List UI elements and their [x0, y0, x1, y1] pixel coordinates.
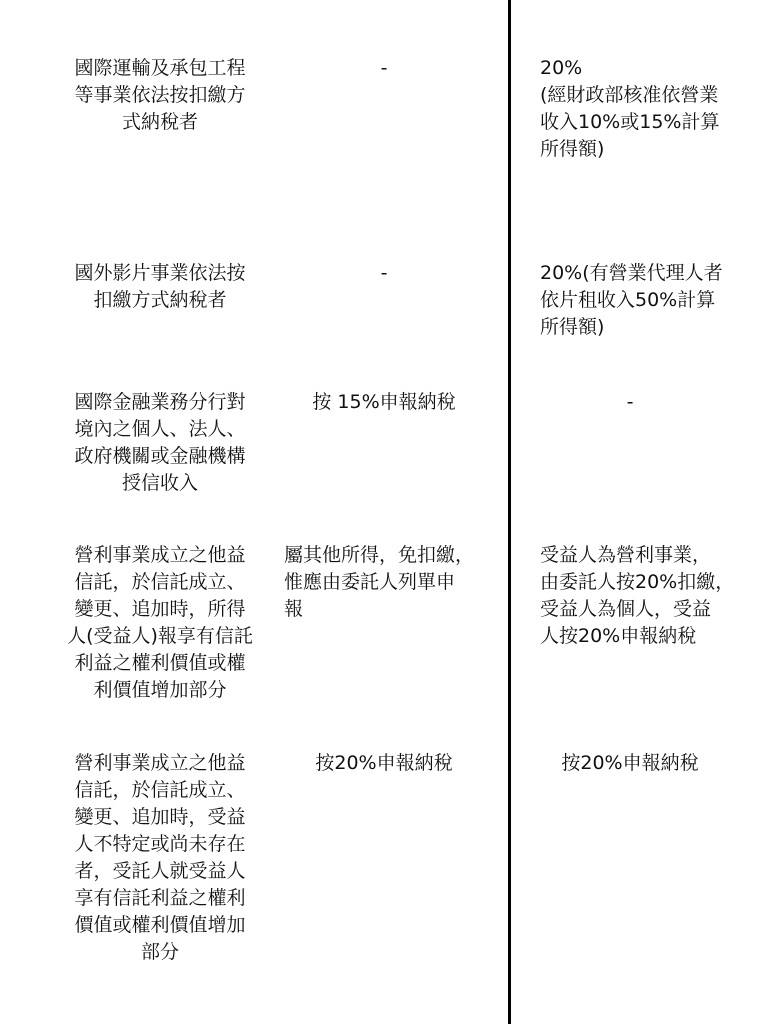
item-cell: 國際金融業務分行對 境內之個人、法人、 政府機關或金融機構 授信收入 [74, 391, 246, 494]
rate-cell: 按20%申報納稅 [561, 752, 699, 774]
item-cell: 國際運輸及承包工程 等事業依法按扣繳方 式納稅者 [74, 57, 246, 133]
rate-cell: 受益人為營利事業， 由委託人按20%扣繳， 受益人為個人，受益 人按20%申報納稅 [540, 544, 735, 647]
value-cell: 按20%申報納稅 [315, 752, 453, 774]
value-cell: - [380, 57, 388, 79]
value-cell: 按 15%申報納稅 [312, 391, 456, 413]
rate-cell: 20% (經財政部核准依營業 收入10%或15%計算 所得額) [540, 57, 720, 160]
value-cell: 屬其他所得，免扣繳， 惟應由委託人列單申 報 [284, 544, 475, 620]
item-cell: 國外影片事業依法按 扣繳方式納稅者 [74, 262, 246, 311]
item-cell: 營利事業成立之他益 信託，於信託成立、 變更、追加時，所得 人(受益人)報享有信託 利益之權利價值或權 利價值增加部分 [67, 544, 253, 701]
rate-cell: - [626, 391, 634, 413]
column-divider [508, 0, 511, 1024]
rate-cell: 20%(有營業代理人者 依片租收入50%計算 所得額) [540, 262, 723, 338]
item-cell: 營利事業成立之他益 信託，於信託成立、 變更、追加時，受益 人不特定或尚未存在 者，受託人就受益人 享有信託利益之權利 價值或權利價值增加 部分 [74, 752, 246, 963]
value-cell: - [380, 262, 388, 284]
